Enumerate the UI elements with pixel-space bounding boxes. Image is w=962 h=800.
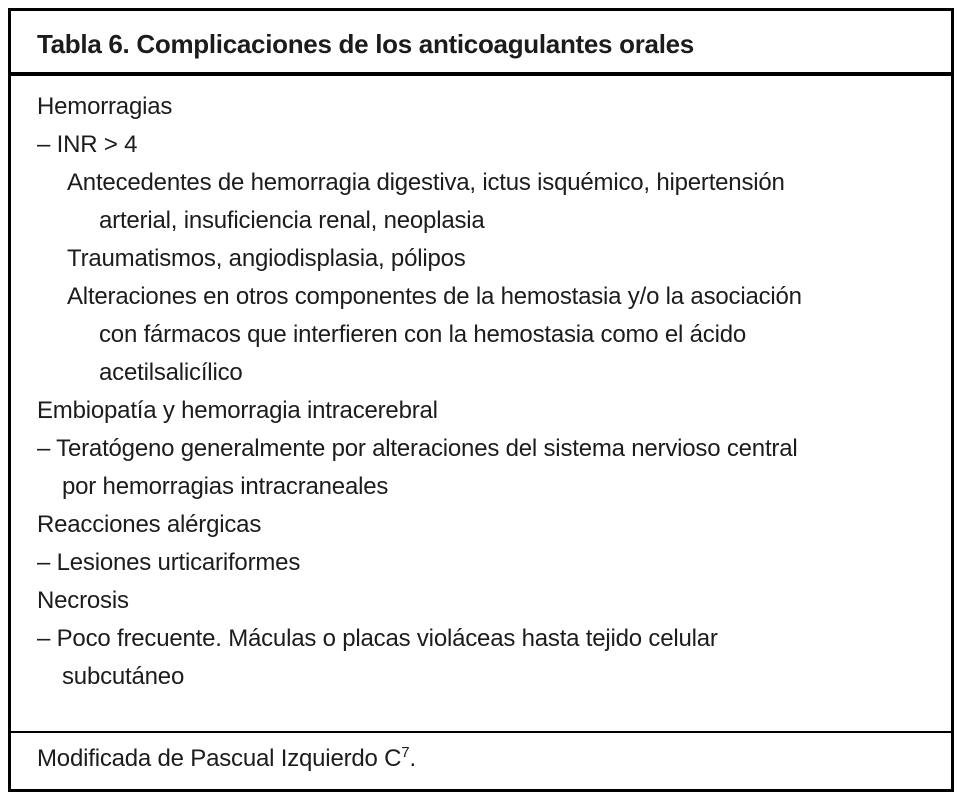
table-title: Tabla 6. Complicaciones de los anticoagulantes orales (37, 29, 694, 59)
table-line: Antecedentes de hemorragia digestiva, ictus isquémico, hipertensión (67, 169, 785, 196)
table-container (8, 8, 954, 792)
table-line: Necrosis (37, 587, 129, 614)
table-line: arterial, insuficiencia renal, neoplasia (99, 207, 485, 234)
table-line: – Poco frecuente. Máculas o placas violáceas hasta tejido celular (37, 625, 718, 652)
table-line: con fármacos que interfieren con la hemostasia como el ácido (99, 321, 747, 348)
table-line: Reacciones alérgicas (37, 511, 262, 538)
footnote-period: . (409, 745, 416, 772)
footnote-superscript: 7 (401, 744, 410, 761)
table-line: Traumatismos, angiodisplasia, pólipos (67, 245, 466, 272)
footnote-text: Modificada de Pascual Izquierdo C (37, 745, 402, 772)
table-line: Alteraciones en otros componentes de la hemostasia y/o la asociación (67, 283, 802, 310)
table-line: – Lesiones urticariformes (37, 549, 301, 576)
table-line: Hemorragias (37, 93, 173, 120)
table-body (11, 76, 951, 706)
table-line: Embiopatía y hemorragia intracerebral (37, 397, 438, 424)
table-footnote (11, 733, 951, 789)
table-line: – INR > 4 (37, 131, 138, 158)
table-line: acetilsalicílico (99, 359, 243, 386)
table-line: – Teratógeno generalmente por alteraciones del sistema nervioso central (37, 435, 798, 462)
table-line: por hemorragias intracraneales (62, 473, 389, 500)
table-line: subcutáneo (62, 663, 185, 690)
